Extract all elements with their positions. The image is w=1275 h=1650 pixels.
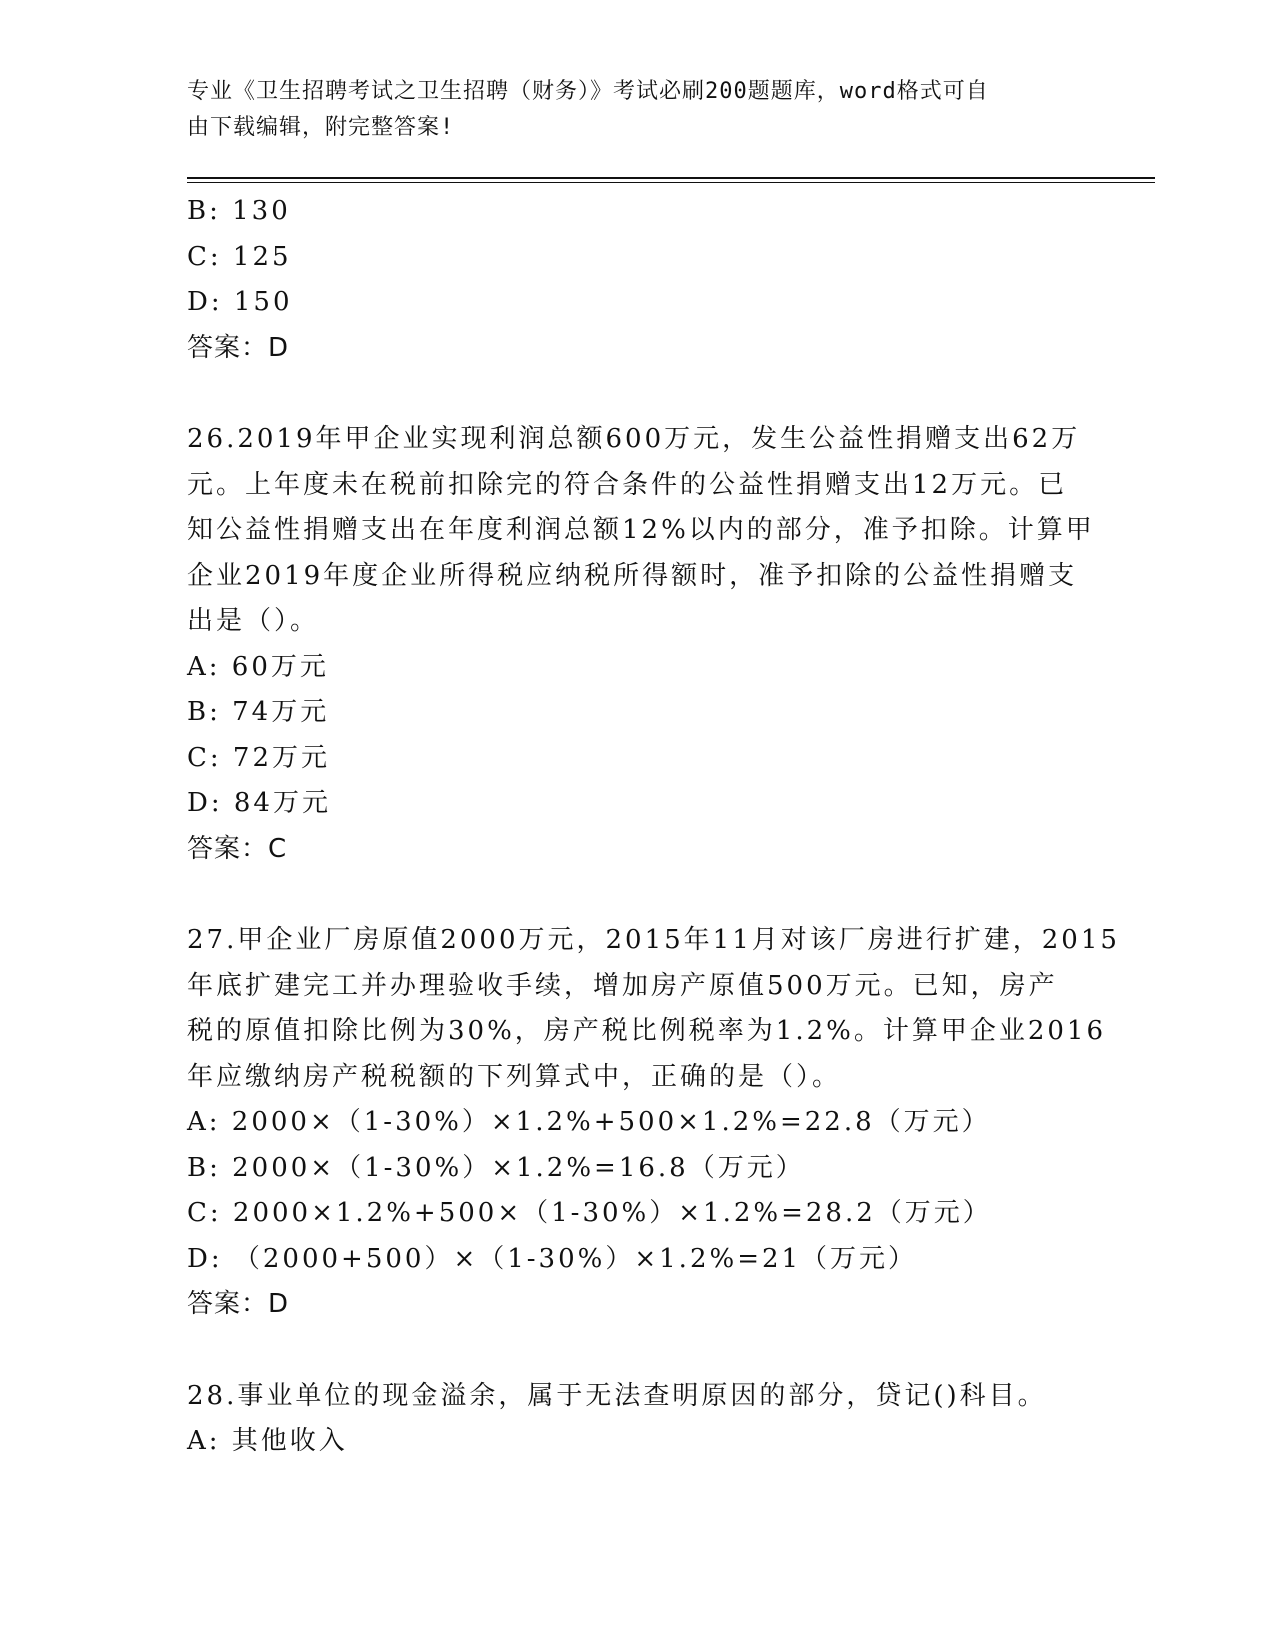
question-stem-line: 元。上年度未在税前扣除完的符合条件的公益性捐赠支出12万元。已 — [187, 469, 1068, 500]
question-25 — [187, 189, 1087, 371]
header-line-1: 专业《卫生招聘考试之卫生招聘（财务）》考试必刷200题题库，word格式可自 — [187, 79, 989, 104]
option-d: D: 150 — [187, 287, 293, 317]
option-d: D: 84万元 — [187, 788, 331, 818]
option-a: A: 其他收入 — [187, 1426, 348, 1456]
question-stem-line: 27.甲企业厂房原值2000万元，2015年11月对该厂房进行扩建，2015 — [187, 925, 1120, 955]
header-divider-thin — [187, 182, 1155, 183]
option-a: A: 2000×（1-30%）×1.2%+500×1.2%=22.8（万元） — [187, 1107, 991, 1137]
question-stem-line: 税的原值扣除比例为30%，房产税比例税率为1.2%。计算甲企业2016 — [187, 1016, 1107, 1046]
option-b: B: 74万元 — [187, 697, 330, 727]
question-content — [187, 189, 1120, 1465]
header-divider — [187, 177, 1155, 179]
answer: 答案：C — [187, 833, 288, 864]
option-c: C: 2000×1.2%+500×（1-30%）×1.2%=28.2（万元） — [187, 1198, 992, 1228]
option-c: C: 125 — [187, 241, 292, 272]
spacer — [187, 371, 1087, 417]
question-27 — [187, 918, 1120, 1328]
option-d: D: （2000+500）×（1-30%）×1.2%=21（万元） — [187, 1243, 918, 1274]
answer: 答案：D — [187, 1289, 290, 1319]
question-stem-line: 28.事业单位的现金溢余，属于无法查明原因的部分，贷记()科目。 — [187, 1380, 1047, 1411]
option-b: B: 130 — [187, 196, 291, 226]
page-header — [187, 74, 1067, 146]
answer: 答案：D — [187, 332, 290, 363]
header-line-2: 由下载编辑，附完整答案! — [187, 115, 455, 140]
question-stem-line: 出是（）。 — [187, 606, 320, 636]
question-stem-line: 年应缴纳房产税税额的下列算式中，正确的是（）。 — [187, 1061, 842, 1092]
question-28 — [187, 1374, 1087, 1465]
question-stem-line: 年底扩建完工并办理验收手续，增加房产原值500万元。已知，房产 — [187, 970, 1058, 1001]
question-stem-line: 26.2019年甲企业实现利润总额600万元，发生公益性捐赠支出62万 — [187, 424, 1081, 454]
spacer — [187, 1328, 1087, 1374]
question-stem-line: 知公益性捐赠支出在年度利润总额12%以内的部分，准予扣除。计算甲 — [187, 515, 1095, 545]
option-a: A: 60万元 — [187, 651, 329, 682]
question-26 — [187, 417, 1095, 872]
option-b: B: 2000×（1-30%）×1.2%=16.8（万元） — [187, 1152, 805, 1183]
spacer — [187, 872, 1087, 918]
question-stem-line: 企业2019年度企业所得税应纳税所得额时，准予扣除的公益性捐赠支 — [187, 560, 1078, 591]
option-c: C: 72万元 — [187, 742, 331, 773]
